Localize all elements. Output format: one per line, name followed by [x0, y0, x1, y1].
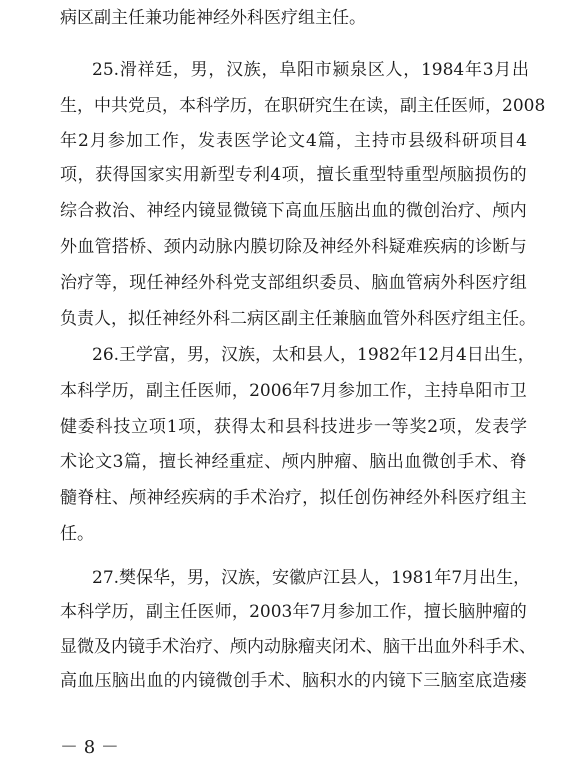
paragraph-26-first-line: 26. 王 学 富 ， 男 ， 汉 族 ， 太 和 县 人 ， 1982 年 12 月 4 日 出 生 ， [92, 345, 535, 365]
text-line: 术 论 文 3 篇 ， 擅 长 神 经 重 症 、 颅 内 肿 瘤 、 脑 出 血 微 创 手 术 、 脊 [60, 452, 527, 472]
text-line: 显 微 及 内 镜 手 术 治 疗 、 颅 内 动 脉 瘤 夹 闭 术 、 脑 干 出 血 外 科 手 术 、 [60, 637, 536, 657]
text-line: 本 科 学 历 ， 副 主 任 医 师 ， 2006 年 7 月 参 加 工 作 ， 主 持 阜 阳 市 卫 [60, 381, 527, 401]
text-line: 高 血 压 脑 出 血 的 内 镜 微 创 手 术 、 脑 积 水 的 内 镜 下 三 脑 室 底 造 瘘 [60, 671, 527, 691]
text-line: 治 疗 等 ， 现 任 神 经 外 科 党 支 部 组 织 委 员 、 脑 血 管 病 外 科 医 疗 组 [60, 273, 527, 293]
text-line: 病区副主任兼功能神经外科医疗组主任。 [60, 8, 366, 28]
text-line: 生 ， 中 共 党 员 ， 本 科 学 历 ， 在 职 研 究 生 在 读 ， 副 主 任 医 师 ， 2008 [60, 96, 546, 116]
paragraph-27-first-line: 27. 樊 保 华 ， 男 ， 汉 族 ， 安 徽 庐 江 县 人 ， 1981 年 7 月 出 生 ， [92, 568, 531, 588]
text-line: 任。 [60, 524, 94, 544]
text-line: 综 合 救 治 、 神 经 内 镜 显 微 镜 下 高 血 压 脑 出 血 的 微 创 治 疗 、 颅 内 [60, 201, 527, 221]
text-line: 负 责 人 ， 拟 任 神 经 外 科 二 病 区 副 主 任 兼 脑 血 管 外 科 医 疗 组 主 任 。 [60, 309, 536, 329]
text-line: 本 科 学 历 ， 副 主 任 医 师 ， 2003 年 7 月 参 加 工 作 ， 擅 长 脑 肿 瘤 的 [60, 602, 527, 622]
text-line: 健 委 科 技 立 项 1 项 ， 获 得 太 和 县 科 技 进 步 一 等 奖 2 项 ， 发 表 学 [60, 417, 527, 437]
text-line: 年 2 月 参 加 工 作 ， 发 表 医 学 论 文 4 篇 ， 主 持 市 县 级 科 研 项 目 4 [60, 131, 527, 151]
text-line: 项 ， 获 得 国 家 实 用 新 型 专 利 4 项 ， 擅 长 重 型 特 重 型 颅 脑 损 伤 的 [60, 165, 527, 185]
text-line: 髓 脊 柱 、 颅 神 经 疾 病 的 手 术 治 疗 ， 拟 任 创 伤 神 经 外 科 医 疗 组 主 [60, 488, 527, 508]
paragraph-25-first-line: 25. 滑 祥 廷 ， 男 ， 汉 族 ， 阜 阳 市 颍 泉 区 人 ， 1984 年 3 月 出 [92, 60, 529, 80]
page-number: － 8 － [60, 737, 119, 758]
text-line: 外 血 管 搭 桥 、 颈 内 动 脉 内 膜 切 除 及 神 经 外 科 疑 难 疾 病 的 诊 断 与 [60, 237, 527, 257]
